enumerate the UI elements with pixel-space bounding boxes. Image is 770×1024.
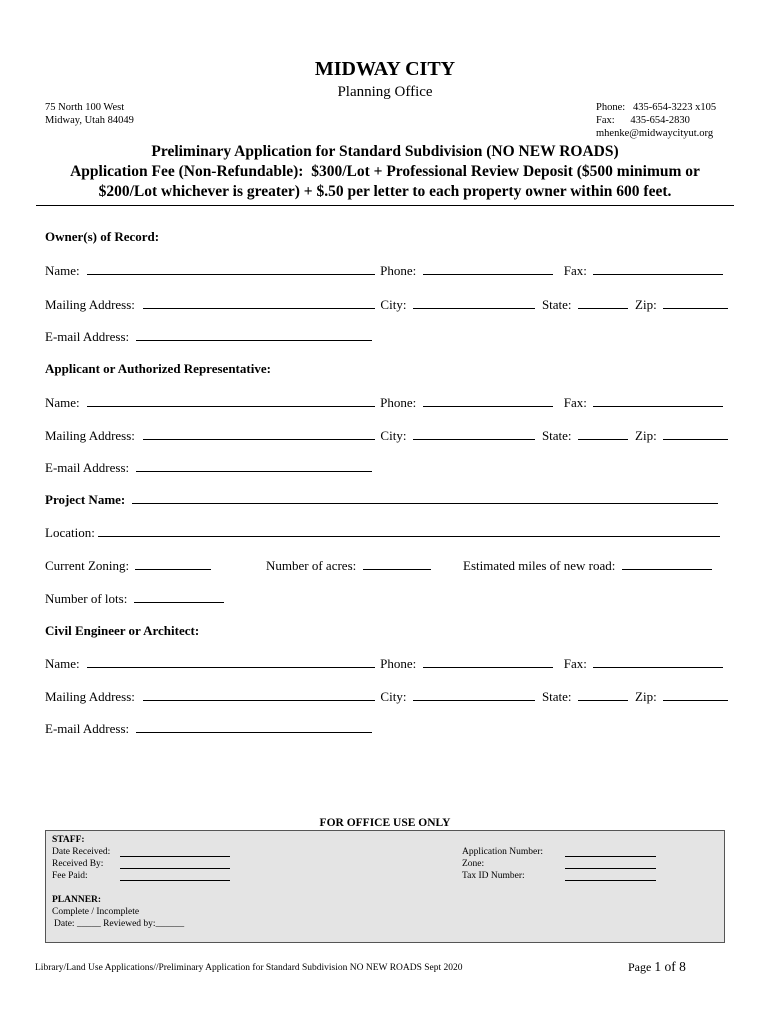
acres-row bbox=[266, 557, 431, 574]
miles-label: Estimated miles of new road: bbox=[463, 558, 616, 573]
staff-heading: STAFF: bbox=[52, 835, 85, 845]
owner-city-label: City: bbox=[380, 297, 407, 312]
owner-name-label: Name: bbox=[45, 263, 80, 278]
applicant-mailing-row bbox=[45, 427, 728, 444]
owner-zip-field[interactable] bbox=[663, 296, 728, 309]
engineer-name-field[interactable] bbox=[87, 655, 375, 668]
lots-row bbox=[45, 590, 224, 607]
applicant-name-row bbox=[45, 394, 723, 411]
owner-name-row bbox=[45, 262, 723, 279]
zoning-row bbox=[45, 557, 211, 574]
address-line-2: Midway, Utah 84049 bbox=[45, 115, 134, 126]
applicant-state-label: State: bbox=[541, 428, 572, 443]
owner-fax-field[interactable] bbox=[593, 262, 723, 275]
zone-label: Zone: bbox=[462, 859, 485, 869]
received-by-label: Received By: bbox=[52, 859, 104, 869]
lots-label: Number of lots: bbox=[45, 591, 128, 606]
applicant-fax-field[interactable] bbox=[593, 394, 723, 407]
engineer-mailing-label: Mailing Address: bbox=[45, 689, 135, 704]
planner-heading: PLANNER: bbox=[52, 895, 102, 905]
applicant-zip-field[interactable] bbox=[663, 427, 728, 440]
applicant-phone-field[interactable] bbox=[423, 394, 553, 407]
current-zoning-field[interactable] bbox=[135, 557, 211, 570]
owner-state-field[interactable] bbox=[578, 296, 628, 309]
engineer-email-label: E-mail Address: bbox=[45, 721, 130, 736]
form-heading bbox=[0, 142, 770, 202]
mailing-address-block bbox=[45, 101, 134, 127]
application-number-field[interactable] bbox=[565, 847, 656, 857]
project-name-field[interactable] bbox=[132, 491, 718, 504]
contact-phone: Phone: 435-654-3223 x105 bbox=[596, 102, 717, 113]
zone-field[interactable] bbox=[565, 859, 656, 869]
date-received-field[interactable] bbox=[120, 847, 230, 857]
applicant-name-field[interactable] bbox=[87, 394, 375, 407]
engineer-email-field[interactable] bbox=[136, 720, 372, 733]
applicant-zip-label: Zip: bbox=[635, 428, 657, 443]
applicant-mailing-field[interactable] bbox=[143, 427, 375, 440]
date-received-label: Date Received: bbox=[52, 847, 111, 857]
lots-field[interactable] bbox=[134, 590, 224, 603]
applicant-email-field[interactable] bbox=[136, 459, 372, 472]
location-label: Location: bbox=[45, 525, 95, 540]
location-row bbox=[45, 524, 720, 541]
applicant-fax-label: Fax: bbox=[563, 395, 587, 410]
owners-heading: Owner(s) of Record: bbox=[45, 229, 160, 244]
received-by-field[interactable] bbox=[120, 859, 230, 869]
miles-row bbox=[463, 557, 712, 574]
applicant-email-label: E-mail Address: bbox=[45, 460, 130, 475]
owner-fax-label: Fax: bbox=[563, 263, 587, 278]
office-subtitle: Planning Office bbox=[337, 84, 433, 100]
owner-mailing-row bbox=[45, 296, 728, 313]
applicant-city-field[interactable] bbox=[413, 427, 535, 440]
engineer-phone-field[interactable] bbox=[423, 655, 553, 668]
engineer-state-label: State: bbox=[541, 689, 572, 704]
location-field[interactable] bbox=[98, 524, 720, 537]
applicant-state-field[interactable] bbox=[578, 427, 628, 440]
page-label: Page bbox=[628, 960, 652, 974]
engineer-mailing-field[interactable] bbox=[143, 688, 375, 701]
engineer-phone-label: Phone: bbox=[380, 656, 417, 671]
engineer-name-row bbox=[45, 655, 723, 672]
owner-state-label: State: bbox=[541, 297, 572, 312]
engineer-name-label: Name: bbox=[45, 656, 80, 671]
owner-name-field[interactable] bbox=[87, 262, 375, 275]
engineer-heading: Civil Engineer or Architect: bbox=[45, 623, 200, 638]
contact-block bbox=[596, 101, 716, 140]
fee-paid-label: Fee Paid: bbox=[52, 871, 88, 881]
owner-email-row bbox=[45, 328, 372, 345]
owner-city-field[interactable] bbox=[413, 296, 535, 309]
engineer-city-label: City: bbox=[380, 689, 407, 704]
owner-phone-label: Phone: bbox=[380, 263, 417, 278]
acres-field[interactable] bbox=[363, 557, 431, 570]
form-title-line-1: Preliminary Application for Standard Subdivision (NO NEW ROADS) bbox=[151, 143, 619, 160]
date-reviewed-label: Date: _____ Reviewed by:______ bbox=[54, 919, 185, 929]
miles-field[interactable] bbox=[622, 557, 712, 570]
owner-email-field[interactable] bbox=[136, 328, 372, 341]
fee-paid-field[interactable] bbox=[120, 871, 230, 881]
form-title-line-2: Application Fee (Non-Refundable): $300/Lot + Professional Review Deposit ($500 minimum or bbox=[70, 163, 700, 180]
page-number bbox=[628, 959, 686, 975]
complete-incomplete-label: Complete / Incomplete bbox=[52, 907, 140, 917]
page-of: 1 of 8 bbox=[654, 959, 686, 974]
address-line-1: 75 North 100 West bbox=[45, 102, 125, 113]
engineer-email-row bbox=[45, 720, 372, 737]
application-number-label: Application Number: bbox=[462, 847, 543, 857]
tax-id-field[interactable] bbox=[565, 871, 656, 881]
engineer-zip-field[interactable] bbox=[663, 688, 728, 701]
applicant-mailing-label: Mailing Address: bbox=[45, 428, 135, 443]
current-zoning-label: Current Zoning: bbox=[45, 558, 130, 573]
engineer-zip-label: Zip: bbox=[635, 689, 657, 704]
owner-mailing-label: Mailing Address: bbox=[45, 297, 135, 312]
project-name-row bbox=[45, 491, 718, 508]
applicant-name-label: Name: bbox=[45, 395, 80, 410]
owner-zip-label: Zip: bbox=[635, 297, 657, 312]
owner-phone-field[interactable] bbox=[423, 262, 553, 275]
applicant-email-row bbox=[45, 459, 372, 476]
owner-mailing-field[interactable] bbox=[143, 296, 375, 309]
city-title: MIDWAY CITY bbox=[314, 58, 456, 80]
engineer-fax-field[interactable] bbox=[593, 655, 723, 668]
engineer-mailing-row bbox=[45, 688, 728, 705]
contact-email: mhenke@midwaycityut.org bbox=[596, 128, 714, 139]
contact-fax: Fax: 435-654-2830 bbox=[596, 115, 690, 126]
engineer-city-field[interactable] bbox=[413, 688, 535, 701]
applicant-phone-label: Phone: bbox=[380, 395, 417, 410]
project-name-label: Project Name: bbox=[45, 492, 126, 507]
tax-id-label: Tax ID Number: bbox=[462, 871, 525, 881]
applicant-heading: Applicant or Authorized Representative: bbox=[45, 361, 271, 376]
acres-label: Number of acres: bbox=[266, 558, 357, 573]
engineer-fax-label: Fax: bbox=[563, 656, 587, 671]
form-title-line-3: $200/Lot whichever is greater) + $.50 per letter to each property owner within 600 feet. bbox=[98, 183, 672, 200]
footer-path: Library/Land Use Applications//Preliminary Application for Standard Subdivision NO NEW ROADS Sept 2020 bbox=[35, 963, 463, 973]
header-divider bbox=[36, 205, 734, 206]
office-use-box bbox=[45, 830, 725, 943]
office-use-title: FOR OFFICE USE ONLY bbox=[319, 817, 451, 829]
owner-email-label: E-mail Address: bbox=[45, 329, 130, 344]
applicant-city-label: City: bbox=[380, 428, 407, 443]
engineer-state-field[interactable] bbox=[578, 688, 628, 701]
